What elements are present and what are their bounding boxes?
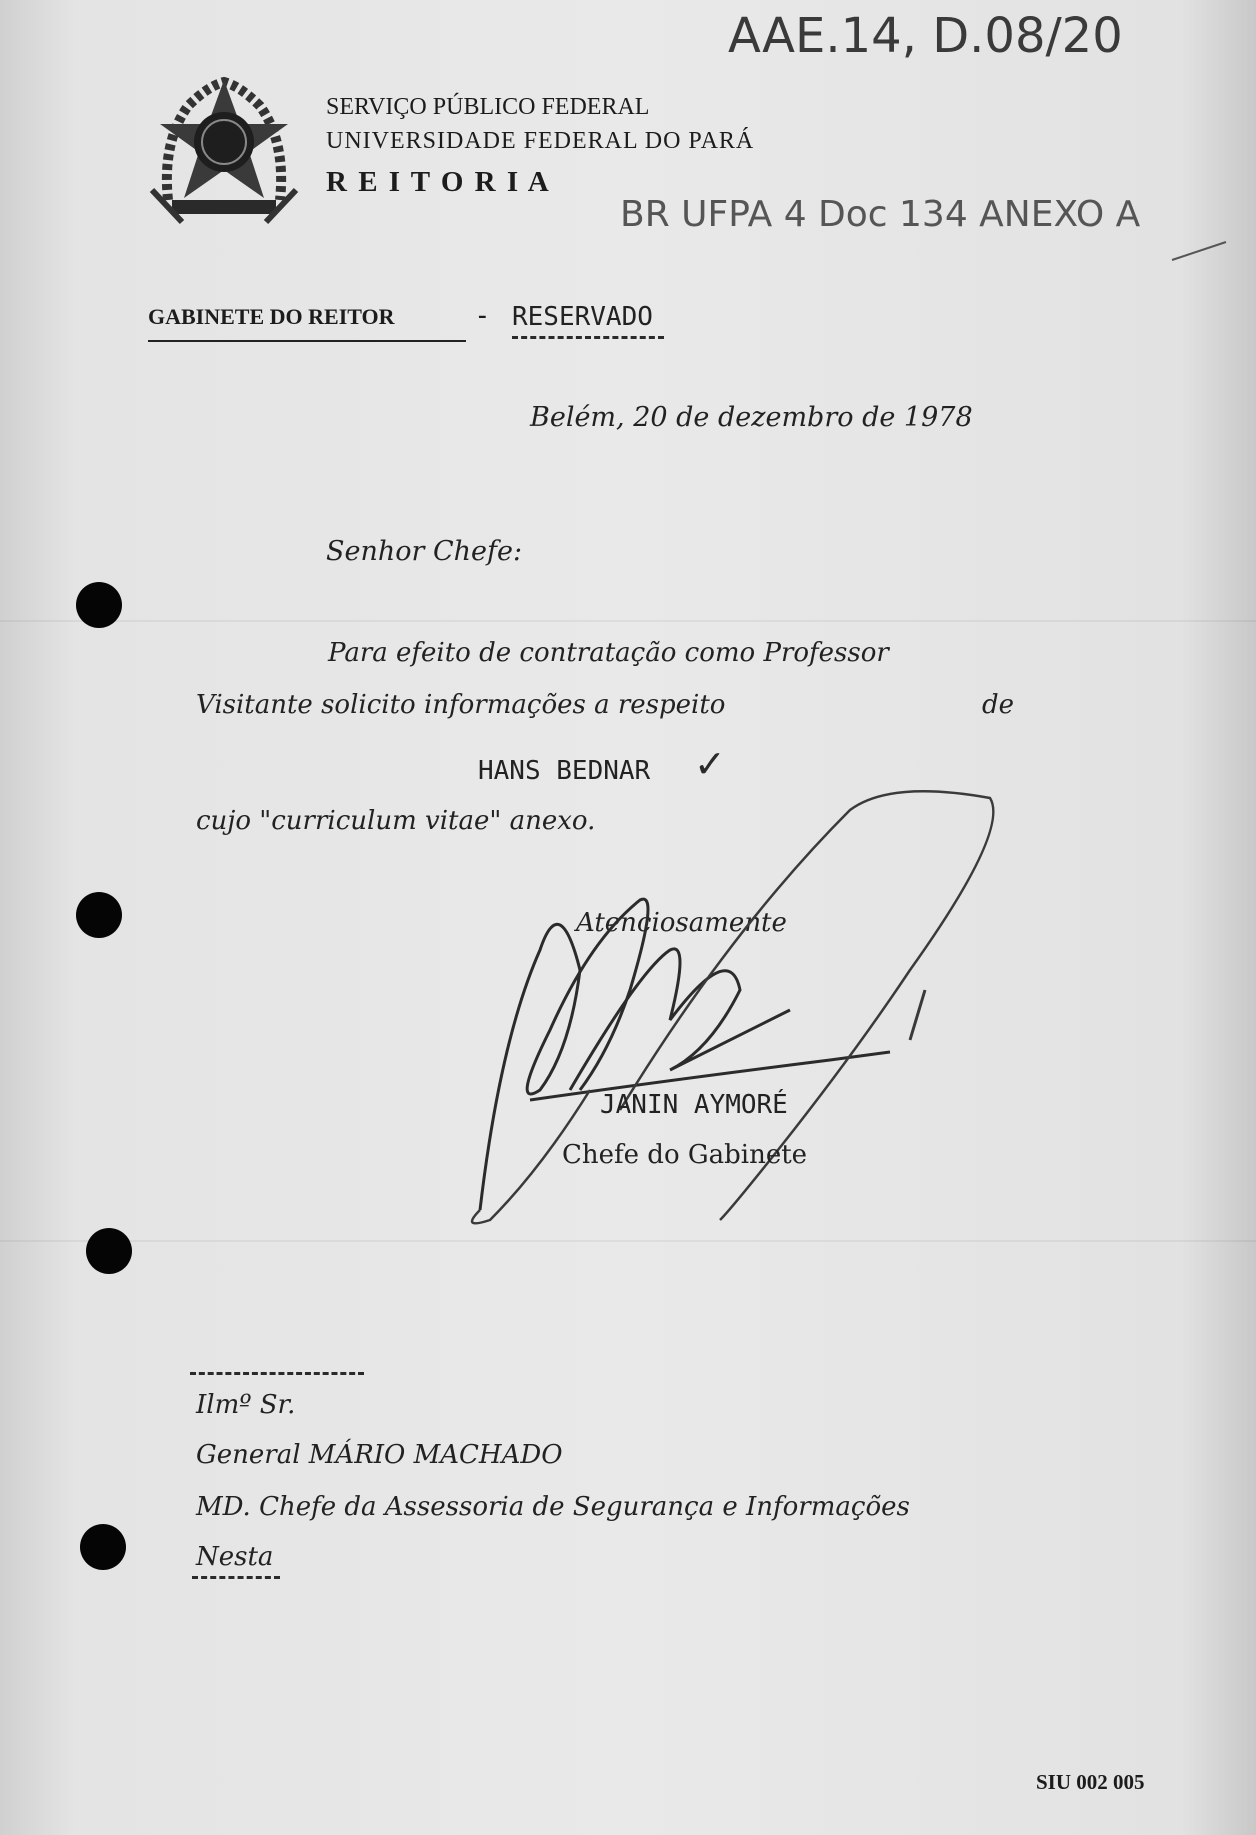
punch-hole [80, 1524, 126, 1570]
addressee-location-underline [192, 1576, 280, 1579]
body-line-2-end: de [982, 690, 1015, 720]
date-line: Belém, 20 de dezembro de 1978 [530, 402, 973, 433]
archive-note-underline [1170, 236, 1230, 266]
signatory-title: Chefe do Gabinete [562, 1140, 808, 1170]
letterhead-reitoria: R E I T O R I A [326, 166, 551, 198]
check-mark: ✓ [694, 742, 726, 786]
office-separator: - [478, 300, 487, 329]
addressee-name: General MÁRIO MACHADO [196, 1440, 563, 1470]
punch-hole [76, 582, 122, 628]
classification-underline [512, 336, 664, 339]
salutation: Senhor Chefe: [326, 536, 523, 567]
body-line-1: Para efeito de contratação como Professor [328, 638, 889, 668]
classification-label: RESERVADO [512, 302, 653, 332]
letterhead-service: SERVIÇO PÚBLICO FEDERAL [326, 94, 650, 120]
punch-hole [76, 892, 122, 938]
addressee-title: MD. Chefe da Assessoria de Segurança e Informações [196, 1492, 910, 1522]
signatory-name: JANIN AYMORÉ [600, 1090, 788, 1120]
office-label: GABINETE DO REITOR [148, 304, 395, 329]
archive-note: BR UFPA 4 Doc 134 ANEXO A [620, 194, 1141, 235]
coat-of-arms-emblem [148, 72, 300, 230]
closing: Atenciosamente [576, 908, 787, 938]
subject-name: HANS BEDNAR [478, 756, 651, 786]
paper-fold [0, 1240, 1256, 1242]
addressee-top-rule [190, 1372, 364, 1375]
footer-code: SIU 002 005 [1036, 1770, 1145, 1794]
archive-code: AAE.14, D.08/20 [728, 8, 1123, 64]
body-line-3: cujo "curriculum vitae" anexo. [196, 806, 596, 836]
punch-hole [86, 1228, 132, 1274]
addressee-location: Nesta [196, 1542, 274, 1572]
office-underline [148, 340, 466, 342]
paper-fold [0, 620, 1256, 622]
body-line-2: Visitante solicito informações a respeito [196, 690, 726, 720]
letterhead-university: UNIVERSIDADE FEDERAL DO PARÁ [326, 128, 755, 154]
handwritten-signature [470, 790, 1030, 1240]
addressee-honorific: Ilmº Sr. [196, 1390, 296, 1420]
